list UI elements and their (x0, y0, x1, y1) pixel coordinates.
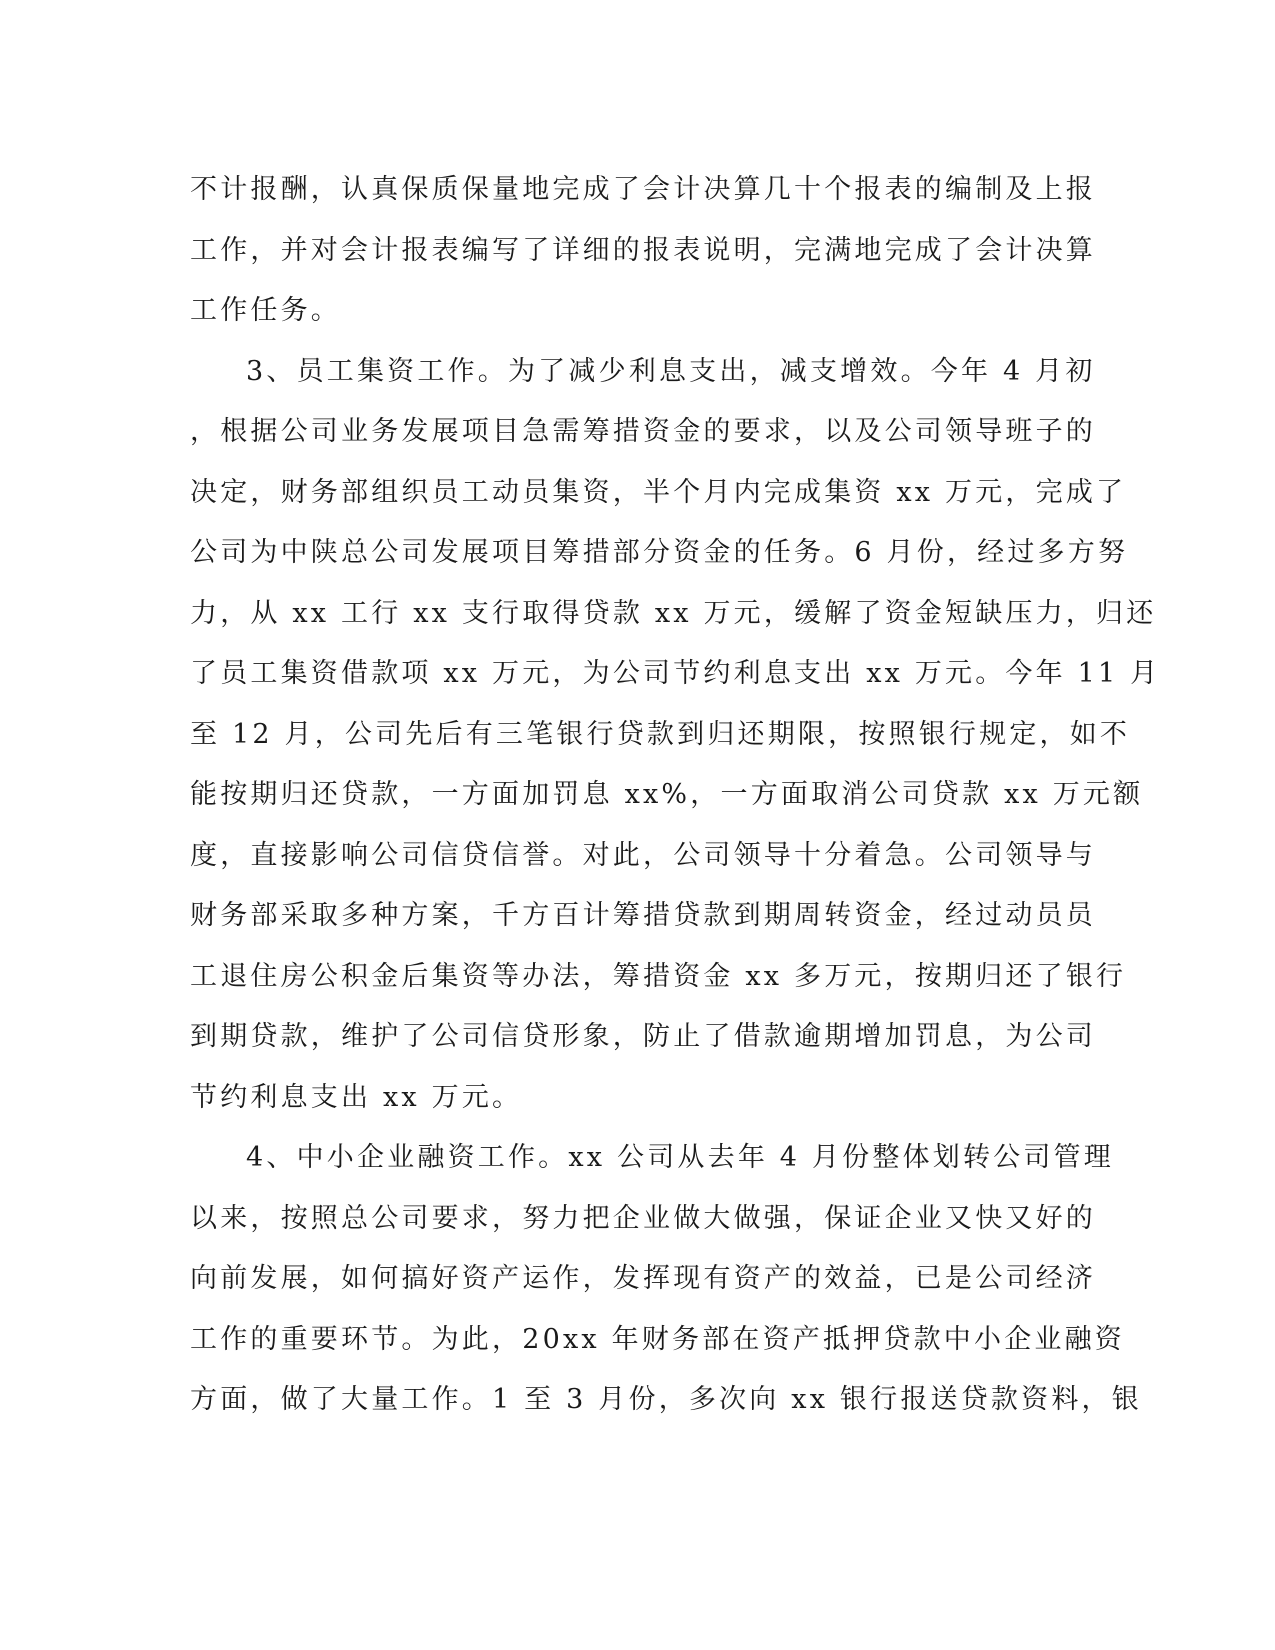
text-line: 工作的重要环节。为此，20xx 年财务部在资产抵押贷款中小企业融资 (190, 1323, 1125, 1355)
text-line: 不计报酬，认真保质保量地完成了会计决算几十个报表的编制及上报 (190, 174, 1096, 205)
text-line: 决定，财务部组织员工动员集资，半个月内完成集资 xx 万元，完成了 (190, 476, 1127, 508)
text-line: 节约利息支出 xx 万元。 (190, 1081, 523, 1113)
text-line: 力，从 xx 工行 xx 支行取得贷款 xx 万元，缓解了资金短缺压力，归还 (190, 597, 1157, 629)
text-line: 工退住房公积金后集资等办法，筹措资金 xx 多万元，按期归还了银行 (190, 960, 1127, 992)
text-line: ，根据公司业务发展项目急需筹措资金的要求，以及公司领导班子的 (190, 416, 1096, 447)
text-line: 以来，按照总公司要求，努力把企业做大做强，保证企业又快又好的 (190, 1202, 1096, 1234)
text-line: 度，直接影响公司信贷信誉。对此，公司领导十分着急。公司领导与 (190, 839, 1096, 871)
text-line: 到期贷款，维护了公司信贷形象，防止了借款逾期增加罚息，为公司 (190, 1021, 1096, 1052)
text-line: 向前发展，如何搞好资产运作，发挥现有资产的效益，已是公司经济 (190, 1263, 1096, 1294)
text-line: 3、员工集资工作。为了减少利息支出，减支增效。今年 4 月初 (246, 355, 1096, 387)
text-line: 至 12 月，公司先后有三笔银行贷款到归还期限，按照银行规定，如不 (190, 718, 1131, 750)
text-line: 财务部采取多种方案，千方百计筹措贷款到期周转资金，经过动员员 (190, 900, 1096, 931)
text-line: 能按期归还贷款，一方面加罚息 xx%，一方面取消公司贷款 xx 万元额 (190, 779, 1144, 810)
text-line: 4、中小企业融资工作。xx 公司从去年 4 月份整体划转公司管理 (246, 1142, 1114, 1173)
text-line: 工作，并对会计报表编写了详细的报表说明，完满地完成了会计决算 (190, 234, 1096, 266)
text-line: 方面，做了大量工作。1 至 3 月份，多次向 xx 银行报送贷款资料，银 (190, 1384, 1142, 1415)
text-line: 了员工集资借款项 xx 万元，为公司节约利息支出 xx 万元。今年 11 月 (190, 658, 1161, 689)
text-line: 工作任务。 (190, 295, 341, 326)
text-line: 公司为中陕总公司发展项目筹措部分资金的任务。6 月份，经过多方努 (190, 537, 1129, 568)
body-text (190, 160, 1161, 1431)
